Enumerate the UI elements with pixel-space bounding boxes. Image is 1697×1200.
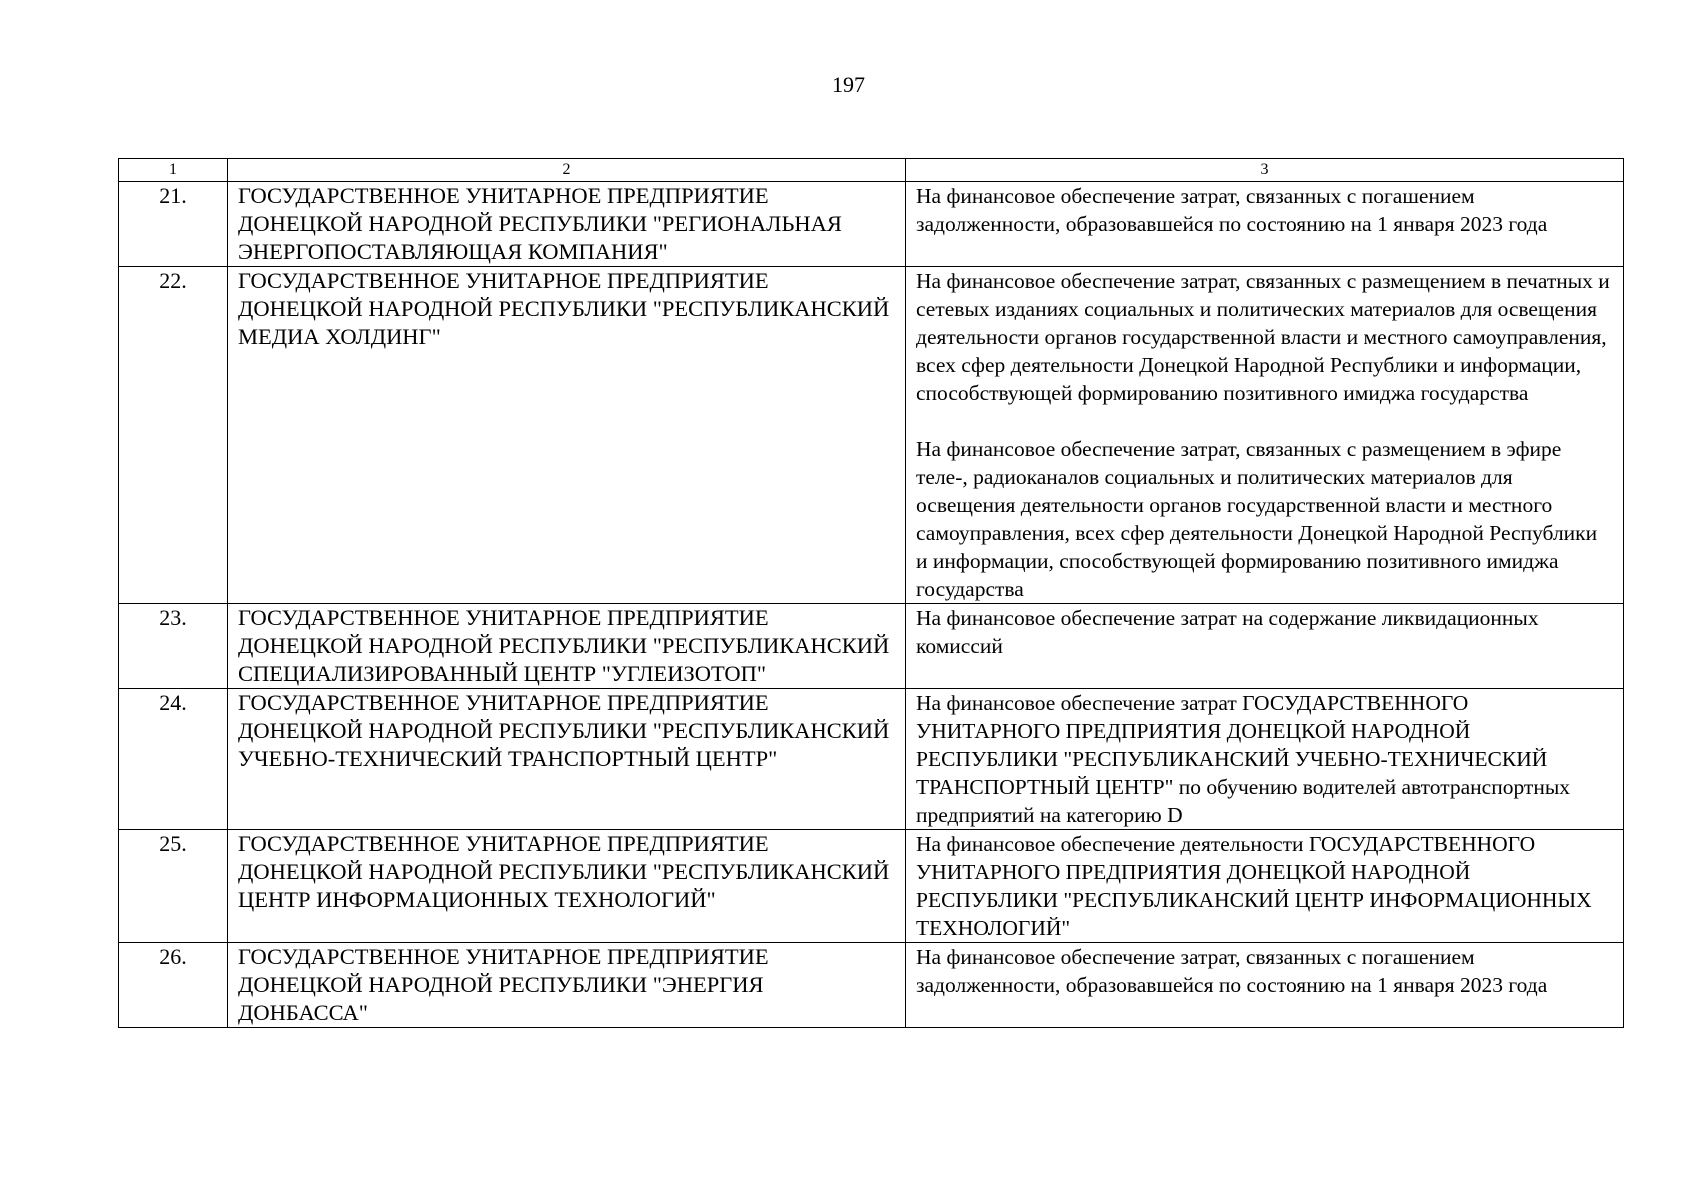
table-row: [119, 604, 1624, 689]
purpose-text: На финансовое обеспечение затрат ГОСУДАРСТВЕННОГО УНИТАРНОГО ПРЕДПРИЯТИЯ ДОНЕЦКОЙ НАРОДНОЙ РЕСПУБЛИКИ "РЕСПУБЛИКАНСКИЙ УЧЕБНО-ТЕХНИЧЕСКИЙ ТРАНСПОРТНЫЙ ЦЕНТР" по обучению водителей автотранспортных предприятий на категорию D: [916, 691, 1571, 827]
column-header-organization: 2: [228, 159, 906, 182]
purpose-text: На финансовое обеспечение затрат, связанных с погашением задолженности, образовавшейся по состоянию на 1 января 2023 года: [916, 184, 1548, 236]
organization-name: ГОСУДАРСТВЕННОЕ УНИТАРНОЕ ПРЕДПРИЯТИЕ ДОНЕЦКОЙ НАРОДНОЙ РЕСПУБЛИКИ "ЭНЕРГИЯ ДОНБАССА": [228, 943, 906, 1028]
row-number: 22.: [119, 267, 228, 604]
table-row: [119, 182, 1624, 267]
purpose-cell: [906, 267, 1624, 604]
row-number: 24.: [119, 689, 228, 830]
row-number: 23.: [119, 604, 228, 689]
purpose-cell: [906, 830, 1624, 943]
purpose-text: На финансовое обеспечение затрат, связанных с размещением в эфире теле-, радиоканалов социальных и политических материалов для освещения деятельности органов государственной власти и местного самоуправления, всех сфер деятельности Донецкой Народной Республики и информации, способствующей формированию позитивного имиджа государства: [916, 437, 1598, 601]
table-row: [119, 267, 1624, 604]
purpose-cell: [906, 689, 1624, 830]
column-header-purpose: 3: [906, 159, 1624, 182]
table-row: [119, 689, 1624, 830]
header-row: [119, 159, 1624, 182]
row-number: 25.: [119, 830, 228, 943]
purpose-text: На финансовое обеспечение затрат, связанных с размещением в печатных и сетевых изданиях социальных и политических материалов для освещения деятельности органов государственной власти и местного самоуправления, всех сфер деятельности Донецкой Народной Республики и информации, способствующей формированию позитивного имиджа государства: [916, 269, 1610, 405]
table-row: [119, 943, 1624, 1028]
purpose-text: На финансовое обеспечение затрат на содержание ликвидационных комиссий: [916, 606, 1539, 658]
purpose-cell: [906, 604, 1624, 689]
subsidy-table: [118, 158, 1624, 1028]
purpose-cell: [906, 943, 1624, 1028]
table-row: [119, 830, 1624, 943]
purpose-cell: [906, 182, 1624, 267]
organization-name: ГОСУДАРСТВЕННОЕ УНИТАРНОЕ ПРЕДПРИЯТИЕ ДОНЕЦКОЙ НАРОДНОЙ РЕСПУБЛИКИ "РЕСПУБЛИКАНСКИЙ ЦЕНТР ИНФОРМАЦИОННЫХ ТЕХНОЛОГИЙ": [228, 830, 906, 943]
row-number: 26.: [119, 943, 228, 1028]
organization-name: ГОСУДАРСТВЕННОЕ УНИТАРНОЕ ПРЕДПРИЯТИЕ ДОНЕЦКОЙ НАРОДНОЙ РЕСПУБЛИКИ "РЕСПУБЛИКАНСКИЙ СПЕЦИАЛИЗИРОВАННЫЙ ЦЕНТР "УГЛЕИЗОТОП": [228, 604, 906, 689]
purpose-text: На финансовое обеспечение затрат, связанных с погашением задолженности, образовавшейся по состоянию на 1 января 2023 года: [916, 945, 1548, 997]
organization-name: ГОСУДАРСТВЕННОЕ УНИТАРНОЕ ПРЕДПРИЯТИЕ ДОНЕЦКОЙ НАРОДНОЙ РЕСПУБЛИКИ "РЕСПУБЛИКАНСКИЙ УЧЕБНО-ТЕХНИЧЕСКИЙ ТРАНСПОРТНЫЙ ЦЕНТР": [228, 689, 906, 830]
page-number: 197: [832, 72, 865, 97]
purpose-text: На финансовое обеспечение деятельности ГОСУДАРСТВЕННОГО УНИТАРНОГО ПРЕДПРИЯТИЯ ДОНЕЦКОЙ НАРОДНОЙ РЕСПУБЛИКИ "РЕСПУБЛИКАНСКИЙ ЦЕНТР ИНФОРМАЦИОННЫХ ТЕХНОЛОГИЙ": [916, 832, 1592, 940]
organization-name: ГОСУДАРСТВЕННОЕ УНИТАРНОЕ ПРЕДПРИЯТИЕ ДОНЕЦКОЙ НАРОДНОЙ РЕСПУБЛИКИ "РЕСПУБЛИКАНСКИЙ МЕДИА ХОЛДИНГ": [228, 267, 906, 604]
row-number: 21.: [119, 182, 228, 267]
organization-name: ГОСУДАРСТВЕННОЕ УНИТАРНОЕ ПРЕДПРИЯТИЕ ДОНЕЦКОЙ НАРОДНОЙ РЕСПУБЛИКИ "РЕГИОНАЛЬНАЯ ЭНЕРГОПОСТАВЛЯЮЩАЯ КОМПАНИЯ": [228, 182, 906, 267]
column-header-number: 1: [119, 159, 228, 182]
